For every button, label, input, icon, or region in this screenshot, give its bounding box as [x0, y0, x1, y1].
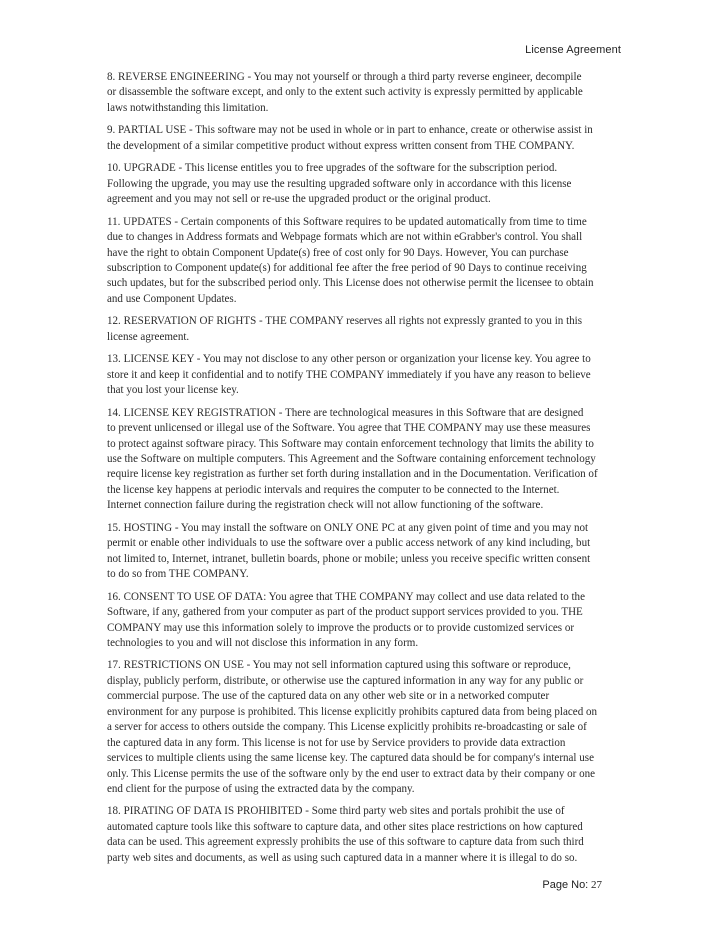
clause-line: a server for access to others outside the company. This License explicitly prohibits re-broadcasting or sale of	[107, 721, 587, 734]
license-clause	[107, 406, 623, 514]
clause-line: automated capture tools like this software to capture data, and other sites place restrictions on how captured	[107, 820, 583, 833]
license-clause	[107, 352, 623, 398]
page-header-title: License Agreement	[525, 44, 621, 56]
clause-line: end client for the purpose of using the extracted data by the company.	[107, 783, 415, 796]
clause-line: laws notwithstanding this limitation.	[107, 101, 269, 114]
clause-line: and use Component Updates.	[107, 292, 237, 305]
page-number-label: Page No:	[542, 879, 589, 891]
clause-line: 10. UPGRADE - This license entitles you to free upgrades of the software for the subscription period.	[107, 162, 558, 175]
clause-line: 11. UPDATES - Certain components of this Software requires to be updated automatically from time to time	[107, 215, 587, 228]
clause-line: 13. LICENSE KEY - You may not disclose to any other person or organization your license key. You agree to	[107, 353, 591, 366]
clause-line: such updates, but for the subscribed period only. This License does not otherwise permit the licensee to obtain	[107, 277, 594, 290]
clause-line: the development of a similar competitive product without express written consent from THE COMPANY.	[107, 139, 575, 152]
clause-line: to protect against software piracy. This Software may contain enforcement technology that limits the ability to	[107, 437, 594, 450]
license-clause	[107, 215, 623, 308]
license-clause	[107, 314, 623, 345]
clause-line: 16. CONSENT TO USE OF DATA: You agree that THE COMPANY may collect and use data related to the	[107, 590, 585, 603]
clause-line: permit or enable other individuals to use the software over a public access network of any kind including, but	[107, 537, 591, 550]
clause-line: have the right to obtain Component Update(s) free of cost only for 90 Days. However, You can purchase	[107, 246, 569, 259]
license-clause	[107, 161, 623, 207]
clause-line: commercial purpose. The use of the captured data on any other web site or in a networked computer	[107, 690, 550, 703]
clause-line: 15. HOSTING - You may install the software on ONLY ONE PC at any given point of time and you may not	[107, 521, 589, 534]
clause-line: license agreement.	[107, 330, 190, 343]
license-clause	[107, 123, 623, 154]
license-clause	[107, 804, 623, 866]
clause-line: 9. PARTIAL USE - This software may not be used in whole or in part to enhance, create or otherwise assist in	[107, 124, 593, 137]
clause-line: data can be used. This agreement expressly prohibits the use of this software to capture data from such third	[107, 836, 584, 849]
clause-line: the license key happens at periodic intervals and requires the computer to be connected to the Internet.	[107, 483, 560, 496]
clause-line: 14. LICENSE KEY REGISTRATION - There are technological measures in this Software that are designed	[107, 406, 584, 419]
clause-line: Internet connection failure during the registration check will not allow functioning of the software.	[107, 499, 544, 512]
license-clause	[107, 590, 623, 652]
license-clause	[107, 658, 623, 797]
clause-line: to prevent unlicensed or illegal use of the Software. You agree that THE COMPANY may use these measures	[107, 422, 591, 435]
clause-line: COMPANY may use this information solely to improve the products or to provide customized services or	[107, 621, 575, 634]
clause-line: require license key registration as further set forth during installation and in the Documentation. Verification of	[107, 468, 598, 481]
page-number: 27	[591, 879, 602, 891]
clause-line: party web sites and documents, as well as using such captured data in a manner where it is illegal to do so.	[107, 851, 578, 864]
license-clause	[107, 521, 623, 583]
clause-line: 8. REVERSE ENGINEERING - You may not yourself or through a third party reverse engineer, decompile	[107, 71, 582, 83]
clause-line: or disassemble the software except, and only to the extent such activity is expressly permitted by applicable	[107, 86, 583, 99]
clause-line: due to changes in Address formats and Webpage formats which are not within eGrabber's control. You shall	[107, 231, 583, 244]
clause-line: subscription to Component update(s) for additional fee after the free period of 90 Days to continue receiving	[107, 261, 587, 274]
clause-line: the captured data in any form. This license is not for use by Service providers to provide data extraction	[107, 736, 566, 749]
clause-line: 17. RESTRICTIONS ON USE - You may not sell information captured using this software or reproduce,	[107, 659, 571, 672]
page-footer	[542, 879, 602, 891]
clause-line: store it and keep it confidential and to notify THE COMPANY immediately if you have any reason to believe	[107, 368, 591, 381]
clause-line: that you lost your license key.	[107, 384, 239, 397]
license-clause	[107, 70, 623, 116]
clause-line: not limited to, Internet, intranet, bulletin boards, phone or mobile; unless you receive specific written consent	[107, 552, 591, 565]
clause-line: Following the upgrade, you may use the resulting upgraded software only in accordance with this license	[107, 177, 572, 190]
clause-line: to do so from THE COMPANY.	[107, 568, 249, 581]
clause-line: services to multiple clients using the same license key. The captured data should be for company's internal use	[107, 752, 594, 765]
clause-line: 12. RESERVATION OF RIGHTS - THE COMPANY reserves all rights not expressly granted to you in this	[107, 315, 583, 328]
clause-line: Software, if any, gathered from your computer as part of the product support services provided to you. THE	[107, 606, 583, 619]
clause-line: environment for any purpose is prohibited. This license explicitly prohibits captured data from being placed on	[107, 705, 598, 718]
clause-line: agreement and you may not sell or re-use the upgraded product or the original product.	[107, 193, 491, 206]
clause-line: display, publicly perform, distribute, or otherwise use the captured information in any way for any public or	[107, 674, 584, 687]
license-body	[107, 70, 623, 873]
clause-line: use the Software on multiple computers. This Agreement and the Software containing enforcement technology	[107, 452, 596, 465]
clause-line: 18. PIRATING OF DATA IS PROHIBITED - Some third party web sites and portals prohibit the use of	[107, 805, 565, 818]
clause-line: technologies to you and will not disclose this information in any form.	[107, 636, 419, 649]
clause-line: only. This License permits the use of the software only by the end user to extract data by their company or one	[107, 767, 596, 780]
